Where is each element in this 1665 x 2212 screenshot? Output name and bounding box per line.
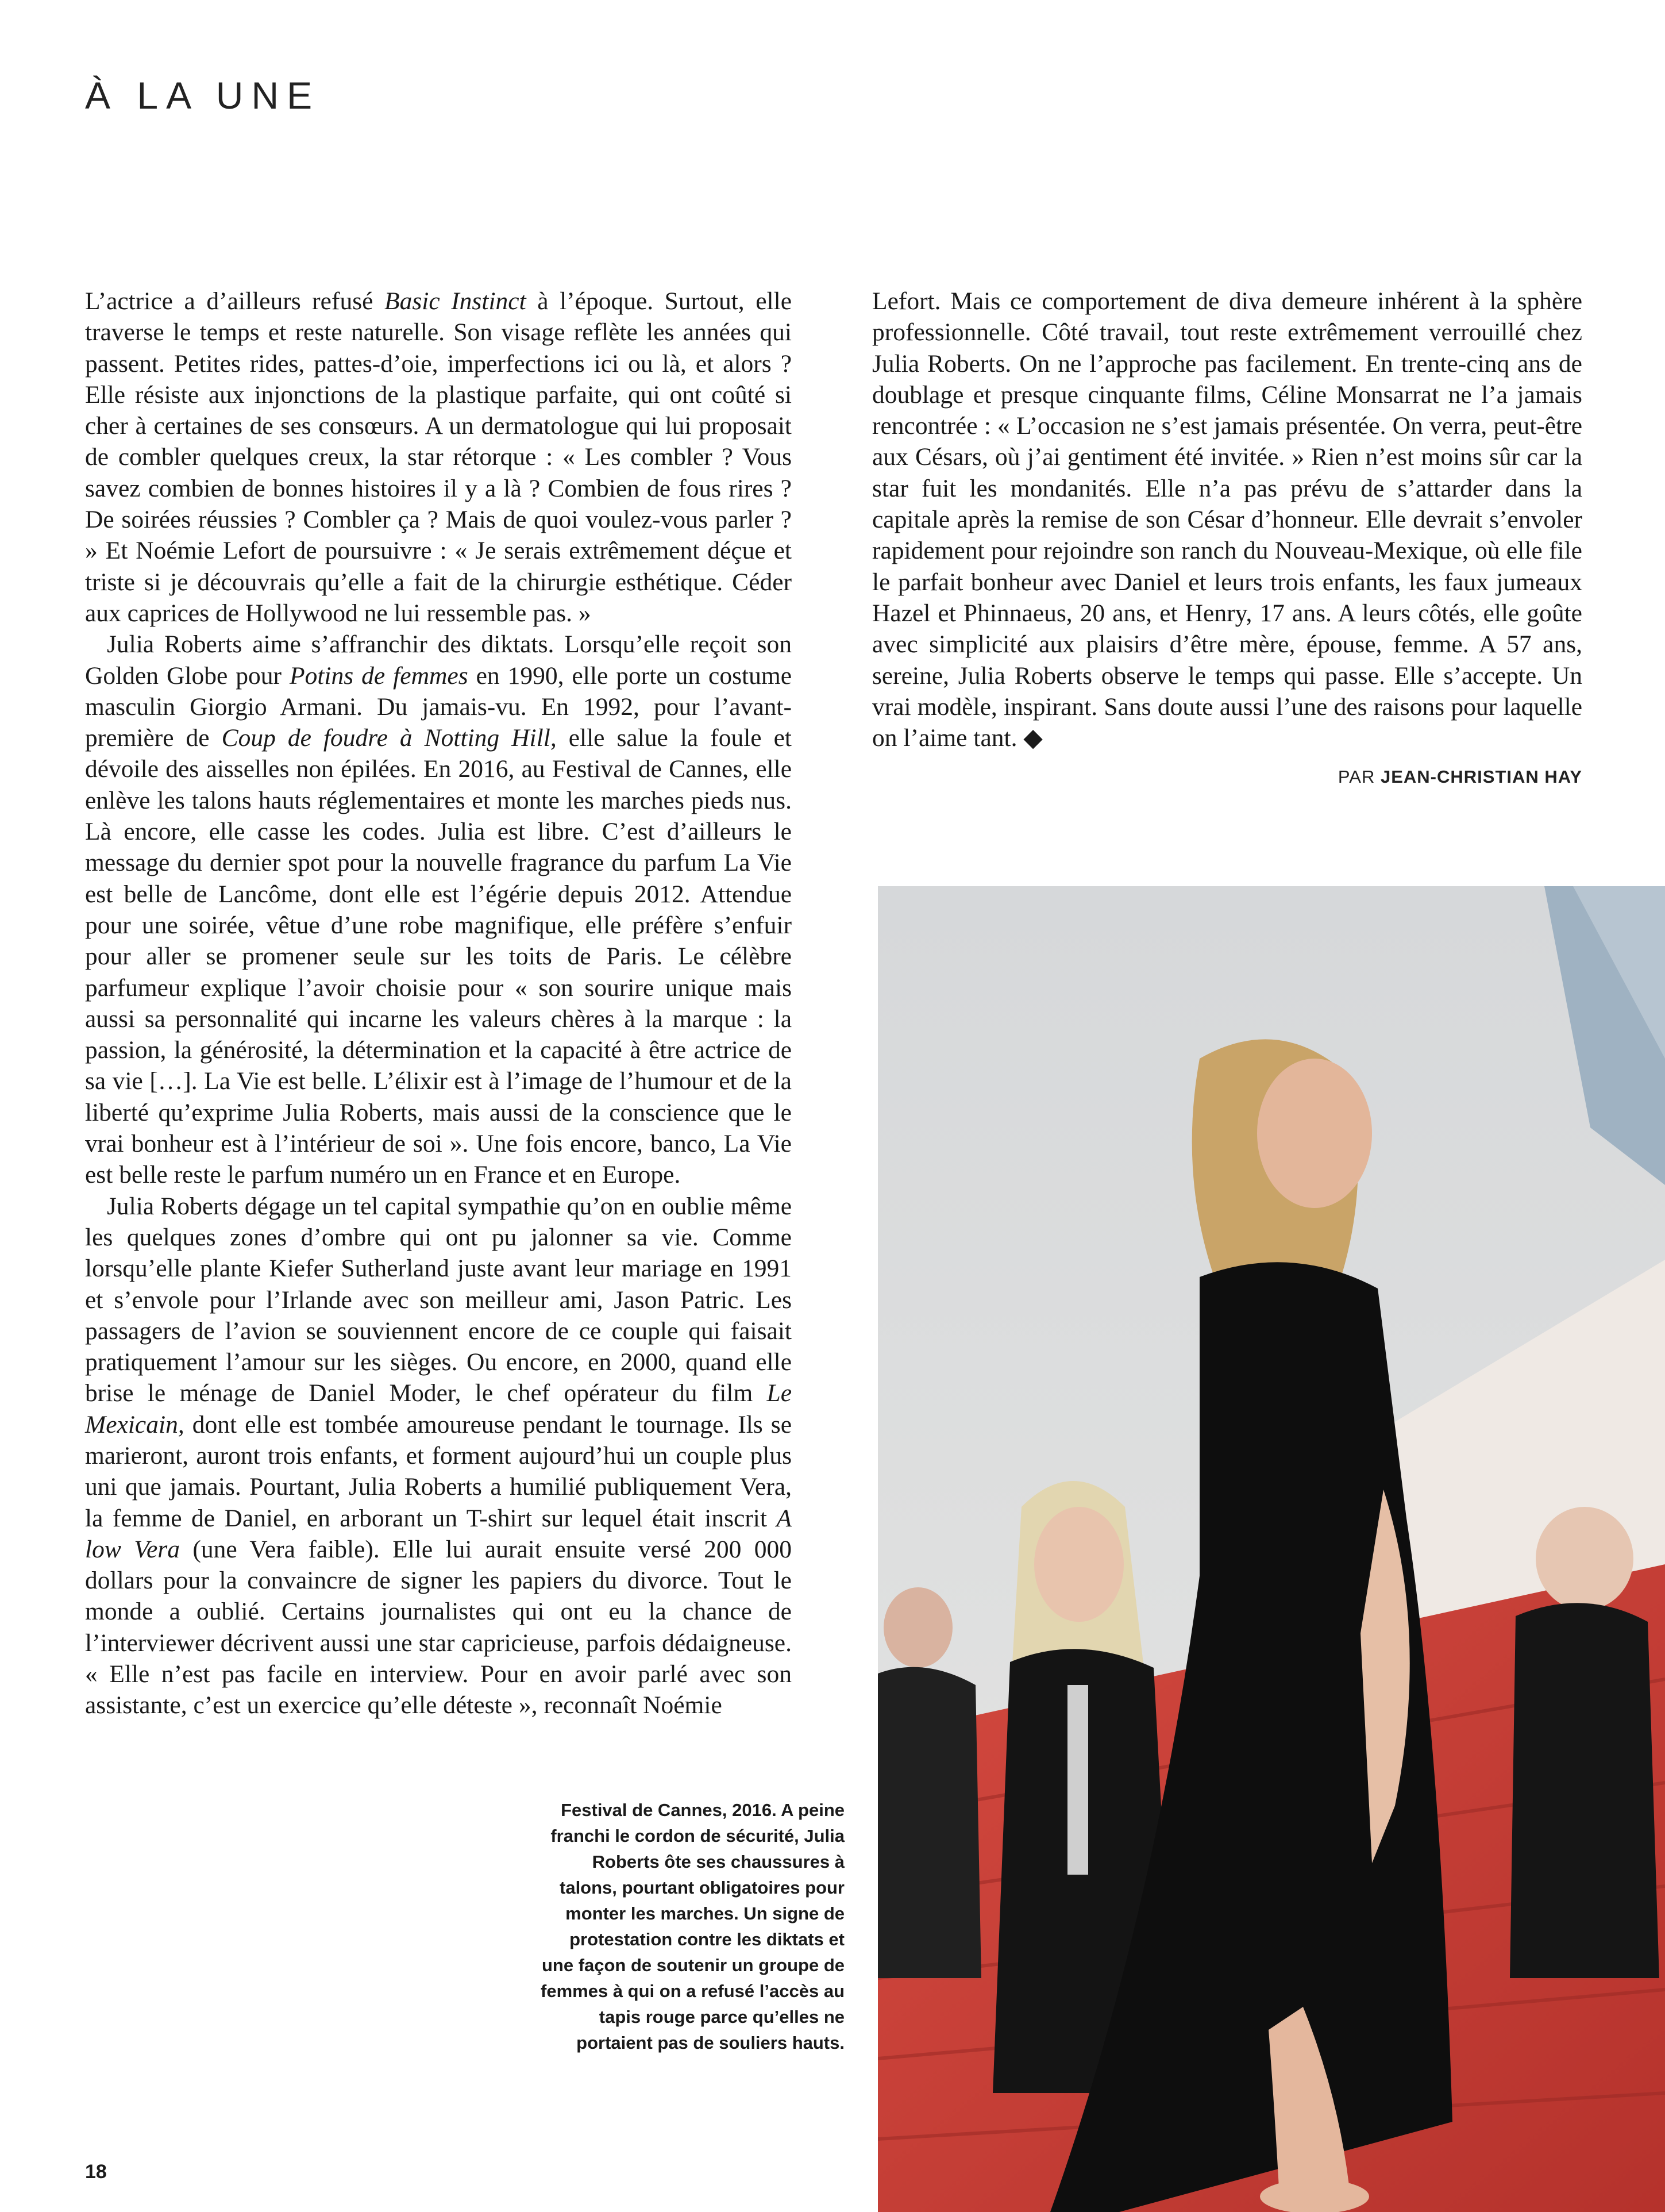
article-column-right bbox=[872, 286, 1582, 793]
left-column-paragraph bbox=[85, 629, 792, 1190]
italic-title: Coup de foudre à Notting Hill, bbox=[221, 724, 557, 752]
section-header: À LA UNE bbox=[85, 74, 321, 117]
article-photo bbox=[878, 886, 1665, 2212]
article-column-right-body bbox=[872, 286, 1582, 753]
left-column-paragraph bbox=[85, 286, 792, 629]
text-run: Julia Roberts aime s’affranchir des diktats. Lorsqu’elle reçoit son Golden Globe pour bbox=[85, 630, 792, 690]
text-run: dont elle est tombée amoureuse pendant le tournage. Ils se marieront, auront trois enfants, et forment aujourd’hui un couple plus uni que jamais. Pourtant, Julia Roberts a humilié publiquement Vera, la femme de Daniel, en arborant un T-shirt sur lequel était inscrit bbox=[85, 1410, 792, 1532]
italic-title: Le Mexicain, bbox=[85, 1379, 792, 1438]
right-column-paragraph bbox=[872, 286, 1582, 753]
text-run: Lefort. Mais ce comportement de diva demeure inhérent à la sphère professionnelle. Côté travail, tout reste extrêmement verrouillé chez Julia Roberts. On ne l’approche pas facilement. En trente-cinq ans de doublage et presque cinquante films, Céline Monsarrat ne l’a jamais rencontrée : « L’occasion ne s’est jamais présentée. On verra, peut-être aux Césars, où j’ai gentiment été invitée. » Rien n’est moins sûr car la star fuit les mondanités. Elle n’a pas prévu de s’attarder dans la capitale après la remise de son César d’honneur. Elle devrait s’envoler rapidement pour rejoindre son ranch du Nouveau-Mexique, où elle file le parfait bonheur avec Daniel et leurs trois enfants, les faux jumeaux Hazel et Phinnaeus, 20 ans, et Henry, 17 ans. A leurs côtés, elle goûte avec simplicité aux plaisirs d’être mère, épouse, femme. A 57 ans, sereine, Julia Roberts observe le temps qui passe. Elle s’accepte. Un vrai modèle, inspirant. Sans doute aussi l’une des raisons pour laquelle on l’aime tant. ◆ bbox=[872, 287, 1582, 752]
text-run: elle salue la foule et dévoile des aisselles non épilées. En 2016, au Festival de Cannes, elle enlève les talons hauts réglementaires et monte les marches pieds nus. Là encore, elle casse les codes. Julia est libre. C’est d’ailleurs le message du dernier spot pour la nouvelle fragrance du parfum La Vie est belle de Lancôme, dont elle est l’égérie depuis 2012. Attendue pour une soirée, vêtue d’une robe magnifique, elle préfère s’enfuir pour aller se promener seule sur les toits de Paris. Le célèbre parfumeur explique l’avoir choisie pour « son sourire unique mais aussi sa personnalité qui incarne les valeurs chères à la marque : la passion, la générosité, la détermination et la capacité à être actrice de sa vie […]. La Vie est belle. L’élixir est à l’image de l’humour et de la liberté qu’exprime Julia Roberts, mais aussi de la conscience que le vrai bonheur est à l’intérieur de soi ». Une fois encore, banco, La Vie est belle reste le parfum numéro un en France et en Europe. bbox=[85, 724, 792, 1189]
italic-title: Basic Instinct bbox=[384, 287, 526, 315]
photo-illustration bbox=[878, 886, 1665, 2212]
byline-author: JEAN-CHRISTIAN HAY bbox=[1380, 767, 1582, 787]
text-run: Julia Roberts dégage un tel capital sympathie qu’on en oublie même les quelques zones d’ombre qui ont pu jalonner sa vie. Comme lorsqu’elle plante Kiefer Sutherland juste avant leur mariage en 1991 et s’envole pour l’Irlande avec son meilleur ami, Jason Patric. Les passagers de l’avion se souviennent encore de ce couple qui faisait pratiquement l’amour sur les sièges. Ou encore, en 2000, quand elle brise le ménage de Daniel Moder, le chef opérateur du film bbox=[85, 1192, 792, 1407]
text-run: à l’époque. Surtout, elle traverse le temps et reste naturelle. Son visage reflète les années qui passent. Petites rides, pattes-d’oie, imperfections ici ou là, et alors ? Elle résiste aux injonctions de la plastique parfaite, qui ont coûté si cher à certaines de ses consœurs. A un dermatologue qui lui proposait de combler quelques creux, la star rétorque : « Les combler ? Vous savez combien de bonnes histoires il y a là ? Combien de fous rires ? De soirées réussies ? Combler ça ? Mais de quoi voulez-vous parler ? » Et Noémie Lefort de poursuivre : « Je serais extrêmement déçue et triste si je découvrais qu’elle a fait de la chirurgie esthétique. Céder aux caprices de Hollywood ne lui ressemble pas. » bbox=[85, 287, 792, 627]
text-run: L’actrice a d’ailleurs refusé bbox=[85, 287, 384, 315]
italic-title: Potins de femmes bbox=[290, 661, 468, 690]
article-column-left bbox=[85, 286, 792, 1721]
byline bbox=[872, 761, 1582, 793]
italic-title: A low Vera bbox=[85, 1504, 792, 1563]
photo-caption: Festival de Cannes, 2016. A peine franchi le cordon de sécurité, Julia Roberts ôte ses chaussures à talons, pourtant obligatoires pour monter les marches. Un signe de protestation contre les diktats et une façon de soutenir un groupe de femmes à qui on a refusé l’accès au tapis rouge parce qu’elles ne portaient pas de souliers hauts. bbox=[541, 1800, 845, 2053]
text-run: en 1990, elle porte un costume masculin Giorgio Armani. Du jamais-vu. En 1992, pour l’avant-première de bbox=[85, 661, 792, 752]
text-run: (une Vera faible). Elle lui aurait ensuite versé 200 000 dollars pour la convaincre de signer les papiers du divorce. Tout le monde a oublié. Certains journalistes qui ont eu la chance de l’interviewer décrivent aussi une star capricieuse, parfois dédaigneuse. « Elle n’est pas facile en interview. Pour en avoir parlé avec son assistante, c’est un exercice qu’elle déteste », reconnaît Noémie bbox=[85, 1535, 792, 1719]
left-column-paragraph bbox=[85, 1191, 792, 1721]
page-number: 18 bbox=[85, 2161, 107, 2183]
byline-prefix: PAR bbox=[1338, 767, 1375, 787]
